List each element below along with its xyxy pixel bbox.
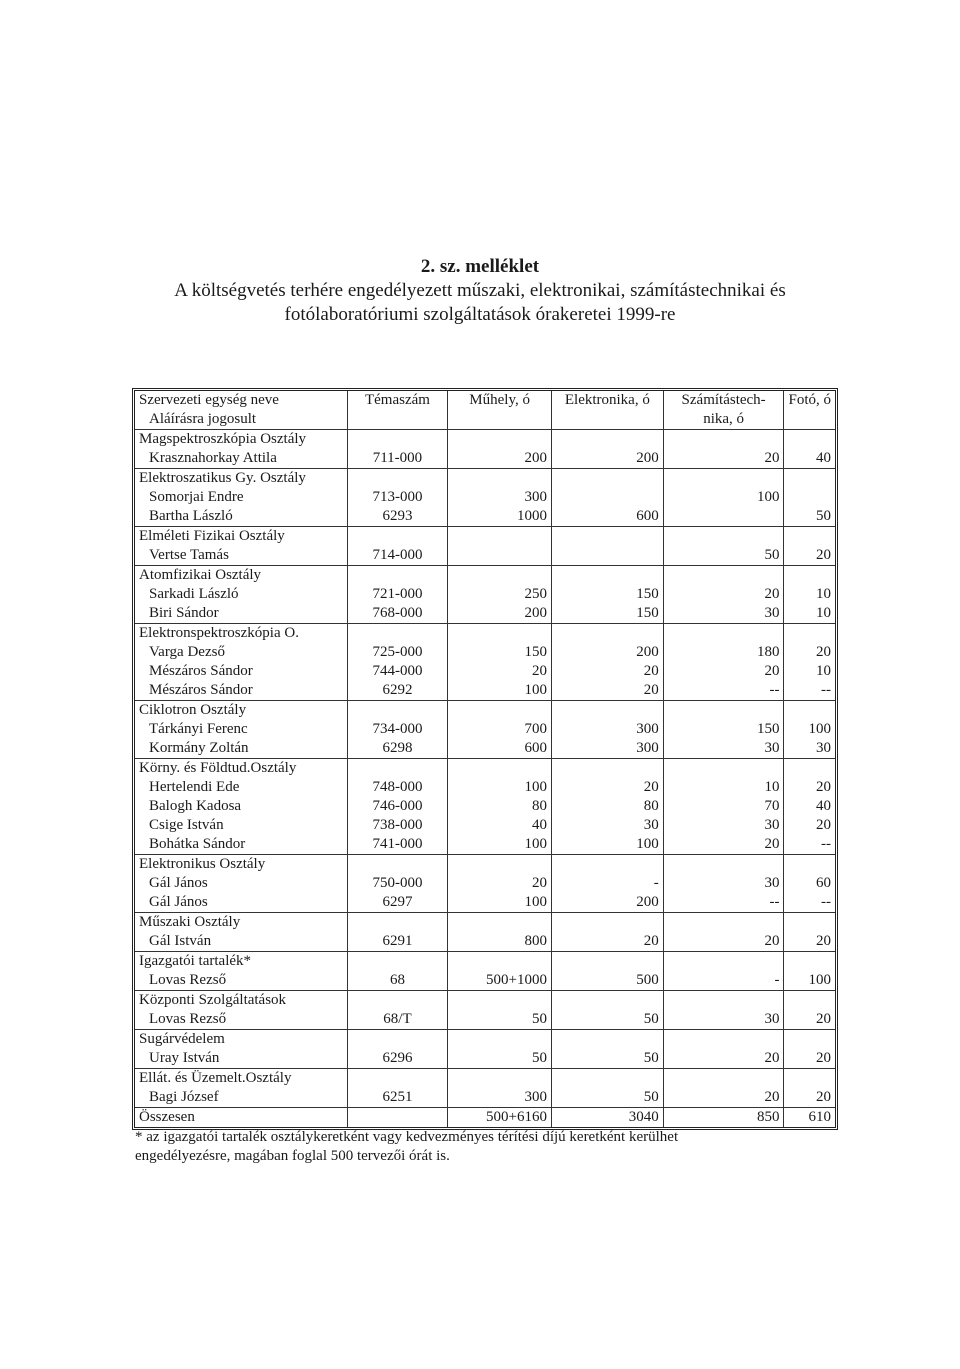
computing-hours-cell (663, 855, 784, 875)
unit-name-cell: Vertse Tamás (135, 546, 347, 566)
electronics-hours-cell: 20 (551, 662, 663, 681)
topic-number-cell: 725-000 (347, 643, 448, 662)
workshop-hours-cell (448, 855, 552, 875)
computing-hours-cell (663, 991, 784, 1011)
electronics-hours-cell (551, 546, 663, 566)
electronics-hours-cell (551, 566, 663, 586)
group-heading-row (135, 991, 835, 1011)
topic-number-cell (347, 566, 448, 586)
topic-number-cell (347, 701, 448, 721)
workshop-hours-cell: 20 (448, 662, 552, 681)
workshop-hours-cell: Műhely, ó (448, 391, 552, 410)
photo-hours-cell (784, 527, 835, 547)
topic-number-cell: 746-000 (347, 797, 448, 816)
topic-number-cell: 721-000 (347, 585, 448, 604)
table-row (135, 585, 835, 604)
electronics-hours-cell: 500 (551, 971, 663, 991)
computing-hours-cell: 30 (663, 816, 784, 835)
photo-hours-cell: 10 (816, 586, 831, 602)
computing-hours-cell (663, 566, 784, 586)
topic-number-cell: 713-000 (347, 488, 448, 507)
topic-number-cell (347, 430, 448, 450)
computing-hours-cell (663, 913, 784, 933)
unit-name-cell: Hertelendi Ede (135, 778, 347, 797)
unit-name-cell: Bagi József (135, 1088, 347, 1108)
computing-hours-cell: 20 (663, 1088, 784, 1108)
workshop-hours-cell: 700 (448, 720, 552, 739)
electronics-hours-cell: 50 (551, 1049, 663, 1069)
photo-hours-cell: Fotó, ó (788, 392, 831, 408)
workshop-hours-cell: 200 (448, 604, 552, 624)
document-subtitle: fotólaboratóriumi szolgáltatások órakeretei 1999-re (284, 304, 676, 325)
photo-hours-cell: 60 (816, 875, 831, 891)
unit-name-cell: Mészáros Sándor (135, 662, 347, 681)
workshop-hours-cell: 600 (448, 739, 552, 759)
electronics-hours-cell (551, 1069, 663, 1089)
electronics-hours-cell: 50 (551, 1088, 663, 1108)
workshop-hours-cell: 100 (448, 778, 552, 797)
computing-hours-cell: 20 (663, 449, 784, 469)
computing-hours-cell (663, 759, 784, 779)
electronics-hours-cell (551, 527, 663, 547)
workshop-hours-cell: 100 (448, 893, 552, 913)
workshop-hours-cell (448, 624, 552, 644)
group-heading-row (135, 566, 835, 586)
topic-number-cell (347, 1069, 448, 1089)
photo-hours-cell: 40 (816, 798, 831, 814)
group-heading-row (135, 1030, 835, 1050)
group-name-cell: Elektroszatikus Gy. Osztály (135, 469, 347, 489)
table-row (135, 546, 835, 566)
photo-hours-cell (784, 430, 835, 450)
unit-name-cell: Lovas Rezső (135, 1010, 347, 1030)
topic-number-cell: 750-000 (347, 874, 448, 893)
photo-hours-cell: 30 (784, 739, 835, 759)
workshop-hours-cell: 300 (448, 488, 552, 507)
topic-number-cell (347, 913, 448, 933)
photo-hours-cell (784, 624, 835, 644)
topic-number-cell: 6297 (347, 893, 448, 913)
unit-name-cell: Varga Dezső (135, 643, 347, 662)
computing-hours-cell (663, 469, 784, 489)
group-name-cell: Központi Szolgáltatások (135, 991, 347, 1011)
computing-hours-cell: 850 (663, 1108, 784, 1128)
group-name-cell: Körny. és Földtud.Osztály (135, 759, 347, 779)
group-name-cell: Elméleti Fizikai Osztály (135, 527, 347, 547)
electronics-hours-cell (551, 410, 663, 430)
unit-name-cell: Szervezeti egység neve (135, 391, 347, 410)
group-heading-row (135, 701, 835, 721)
photo-hours-cell (784, 566, 835, 586)
computing-hours-cell: 50 (663, 546, 784, 566)
topic-number-cell: 6298 (347, 739, 448, 759)
group-heading-row (135, 855, 835, 875)
computing-hours-cell: 20 (663, 662, 784, 681)
table-row (135, 720, 835, 739)
unit-name-cell: Gál István (135, 932, 347, 952)
workshop-hours-cell (448, 410, 552, 430)
photo-hours-cell: -- (784, 835, 835, 855)
table-row (135, 507, 835, 527)
electronics-hours-cell: 100 (551, 835, 663, 855)
workshop-hours-cell: 40 (448, 816, 552, 835)
photo-hours-cell: -- (784, 893, 835, 913)
photo-hours-cell (784, 1030, 835, 1050)
workshop-hours-cell (448, 546, 552, 566)
photo-hours-cell: 20 (784, 1088, 835, 1108)
workshop-hours-cell: 300 (448, 1088, 552, 1108)
topic-number-cell (347, 410, 448, 430)
topic-number-cell (347, 1108, 448, 1128)
workshop-hours-cell: 20 (448, 874, 552, 893)
electronics-hours-cell: 20 (551, 778, 663, 797)
computing-hours-cell: 20 (663, 932, 784, 952)
photo-hours-cell: 10 (816, 663, 831, 679)
topic-number-cell: 68/T (347, 1010, 448, 1030)
electronics-hours-cell: Elektronika, ó (551, 391, 663, 410)
computing-hours-cell: 100 (663, 488, 784, 507)
unit-name-cell: Tárkányi Ferenc (135, 720, 347, 739)
electronics-hours-cell (551, 469, 663, 489)
photo-hours-cell (784, 488, 835, 507)
electronics-hours-cell: 80 (551, 797, 663, 816)
photo-hours-cell (784, 991, 835, 1011)
photo-hours-cell: -- (784, 681, 835, 701)
unit-name-cell: Összesen (135, 1108, 347, 1128)
group-heading-row (135, 469, 835, 489)
computing-hours-cell (663, 430, 784, 450)
electronics-hours-cell (551, 430, 663, 450)
topic-number-cell (347, 952, 448, 972)
group-heading-row (135, 952, 835, 972)
workshop-hours-cell (448, 1030, 552, 1050)
workshop-hours-cell (448, 527, 552, 547)
table-row (135, 739, 835, 759)
photo-hours-cell: 20 (816, 779, 831, 795)
workshop-hours-cell (448, 566, 552, 586)
header-row (135, 410, 835, 430)
photo-hours-cell: 10 (784, 604, 835, 624)
unit-name-cell: Biri Sándor (135, 604, 347, 624)
table-row (135, 835, 835, 855)
electronics-hours-cell: 150 (551, 585, 663, 604)
photo-hours-cell (784, 701, 835, 721)
topic-number-cell: 6296 (347, 1049, 448, 1069)
photo-hours-cell: 50 (784, 507, 835, 527)
group-heading-row (135, 527, 835, 547)
computing-hours-cell (663, 527, 784, 547)
table-row (135, 797, 835, 816)
workshop-hours-cell: 100 (448, 835, 552, 855)
hours-table-frame (132, 388, 838, 1130)
document-title: A költségvetés terhére engedélyezett műszaki, elektronikai, számítástechnikai és (174, 280, 786, 301)
computing-hours-cell (663, 1030, 784, 1050)
topic-number-cell (347, 1030, 448, 1050)
unit-name-cell: Gál János (135, 893, 347, 913)
electronics-hours-cell (551, 759, 663, 779)
workshop-hours-cell: 80 (448, 797, 552, 816)
photo-hours-cell: 20 (784, 1049, 835, 1069)
table-row (135, 662, 835, 681)
photo-hours-cell (784, 759, 835, 779)
computing-hours-cell: 10 (663, 778, 784, 797)
unit-name-cell: Bartha László (135, 507, 347, 527)
total-row (135, 1108, 835, 1128)
footnote-line: * az igazgatói tartalék osztálykeretként vagy kedvezményes térítési díjú keretként kerülhet (135, 1129, 679, 1145)
electronics-hours-cell: 200 (551, 643, 663, 662)
electronics-hours-cell: 20 (551, 681, 663, 701)
computing-hours-cell: Számítástech- (663, 391, 784, 410)
photo-hours-cell: 20 (816, 644, 831, 660)
workshop-hours-cell: 1000 (448, 507, 552, 527)
photo-hours-cell: 100 (784, 971, 835, 991)
photo-hours-cell: 40 (784, 449, 835, 469)
computing-hours-cell: 70 (663, 797, 784, 816)
electronics-hours-cell: 20 (551, 932, 663, 952)
electronics-hours-cell: 300 (551, 720, 663, 739)
electronics-hours-cell: 200 (551, 893, 663, 913)
topic-number-cell (347, 624, 448, 644)
computing-hours-cell (663, 624, 784, 644)
unit-name-cell: Bohátka Sándor (135, 835, 347, 855)
workshop-hours-cell: 500+6160 (448, 1108, 552, 1128)
electronics-hours-cell (551, 624, 663, 644)
table-row (135, 816, 835, 835)
workshop-hours-cell (448, 1069, 552, 1089)
footnote-line: engedélyezésre, magában foglal 500 tervezői órát is. (135, 1148, 450, 1164)
table-row (135, 488, 835, 507)
unit-name-cell: Gál János (135, 874, 347, 893)
workshop-hours-cell (448, 701, 552, 721)
table-row (135, 1010, 835, 1030)
topic-number-cell: 748-000 (347, 778, 448, 797)
electronics-hours-cell (551, 855, 663, 875)
group-name-cell: Magspektroszkópia Osztály (135, 430, 347, 450)
topic-number-cell: 734-000 (347, 720, 448, 739)
topic-number-cell: 741-000 (347, 835, 448, 855)
electronics-hours-cell: 150 (551, 604, 663, 624)
group-name-cell: Ellát. és Üzemelt.Osztály (135, 1069, 347, 1089)
computing-hours-cell: 30 (663, 874, 784, 893)
photo-hours-cell: 610 (784, 1108, 835, 1128)
title-block (0, 255, 960, 327)
photo-hours-cell: 20 (784, 1010, 835, 1030)
unit-name-cell: Sarkadi László (135, 585, 347, 604)
electronics-hours-cell: 50 (551, 1010, 663, 1030)
photo-hours-cell (784, 913, 835, 933)
electronics-hours-cell (551, 952, 663, 972)
unit-name-cell: Csige István (135, 816, 347, 835)
topic-number-cell: 68 (347, 971, 448, 991)
electronics-hours-cell (551, 488, 663, 507)
table-row (135, 778, 835, 797)
workshop-hours-cell (448, 469, 552, 489)
group-heading-row (135, 1069, 835, 1089)
topic-number-cell: 6251 (347, 1088, 448, 1108)
table-row (135, 932, 835, 952)
workshop-hours-cell: 200 (448, 449, 552, 469)
computing-hours-cell (663, 701, 784, 721)
group-name-cell: Műszaki Osztály (135, 913, 347, 933)
group-heading-row (135, 624, 835, 644)
photo-hours-cell (784, 1069, 835, 1089)
topic-number-cell: 711-000 (347, 449, 448, 469)
photo-hours-cell (784, 952, 835, 972)
electronics-hours-cell (551, 1030, 663, 1050)
photo-hours-cell (784, 855, 835, 875)
computing-hours-cell: -- (663, 893, 784, 913)
unit-name-cell: Aláírásra jogosult (135, 410, 347, 430)
photo-hours-cell: 20 (784, 932, 835, 952)
photo-hours-cell (784, 410, 835, 430)
workshop-hours-cell: 100 (448, 681, 552, 701)
workshop-hours-cell (448, 430, 552, 450)
table-row (135, 449, 835, 469)
electronics-hours-cell: - (551, 874, 663, 893)
group-name-cell: Elektronspektroszkópia O. (135, 624, 347, 644)
unit-name-cell: Lovas Rezső (135, 971, 347, 991)
topic-number-cell: 6291 (347, 932, 448, 952)
group-name-cell: Elektronikus Osztály (135, 855, 347, 875)
workshop-hours-cell: 500+1000 (448, 971, 552, 991)
hours-table (135, 391, 835, 1127)
unit-name-cell: Krasznahorkay Attila (135, 449, 347, 469)
computing-hours-cell: 150 (663, 720, 784, 739)
computing-hours-cell: 20 (663, 1049, 784, 1069)
table-row (135, 1049, 835, 1069)
photo-hours-cell: 20 (784, 546, 835, 566)
electronics-hours-cell (551, 991, 663, 1011)
computing-hours-cell: -- (663, 681, 784, 701)
electronics-hours-cell: 300 (551, 739, 663, 759)
group-name-cell: Atomfizikai Osztály (135, 566, 347, 586)
workshop-hours-cell (448, 991, 552, 1011)
unit-name-cell: Balogh Kadosa (135, 797, 347, 816)
group-heading-row (135, 913, 835, 933)
unit-name-cell: Uray István (135, 1049, 347, 1069)
group-name-cell: Sugárvédelem (135, 1030, 347, 1050)
table-row (135, 643, 835, 662)
topic-number-cell: 744-000 (347, 662, 448, 681)
group-name-cell: Igazgatói tartalék* (135, 952, 347, 972)
header-row (135, 391, 835, 410)
photo-hours-cell: 100 (808, 721, 831, 737)
topic-number-cell: Témaszám (347, 391, 448, 410)
topic-number-cell: 6293 (347, 507, 448, 527)
computing-hours-cell: 20 (663, 585, 784, 604)
topic-number-cell (347, 855, 448, 875)
electronics-hours-cell (551, 701, 663, 721)
computing-hours-cell (663, 1069, 784, 1089)
computing-hours-cell (663, 507, 784, 527)
topic-number-cell (347, 469, 448, 489)
unit-name-cell: Kormány Zoltán (135, 739, 347, 759)
computing-hours-cell: 20 (663, 835, 784, 855)
electronics-hours-cell: 600 (551, 507, 663, 527)
electronics-hours-cell: 3040 (551, 1108, 663, 1128)
workshop-hours-cell: 50 (448, 1010, 552, 1030)
workshop-hours-cell: 50 (448, 1049, 552, 1069)
group-heading-row (135, 430, 835, 450)
table-row (135, 893, 835, 913)
computing-hours-cell: - (663, 971, 784, 991)
photo-hours-cell (784, 469, 835, 489)
topic-number-cell: 738-000 (347, 816, 448, 835)
topic-number-cell (347, 527, 448, 547)
computing-hours-cell (663, 952, 784, 972)
table-row (135, 874, 835, 893)
electronics-hours-cell: 200 (551, 449, 663, 469)
topic-number-cell (347, 991, 448, 1011)
topic-number-cell: 6292 (347, 681, 448, 701)
unit-name-cell: Somorjai Endre (135, 488, 347, 507)
group-name-cell: Ciklotron Osztály (135, 701, 347, 721)
workshop-hours-cell: 150 (448, 643, 552, 662)
table-row (135, 681, 835, 701)
computing-hours-cell: 180 (663, 643, 784, 662)
computing-hours-cell: nika, ó (663, 410, 784, 430)
workshop-hours-cell (448, 759, 552, 779)
workshop-hours-cell: 250 (448, 585, 552, 604)
computing-hours-cell: 30 (663, 1010, 784, 1030)
computing-hours-cell: 30 (663, 604, 784, 624)
electronics-hours-cell: 30 (551, 816, 663, 835)
topic-number-cell: 714-000 (347, 546, 448, 566)
topic-number-cell: 768-000 (347, 604, 448, 624)
electronics-hours-cell (551, 913, 663, 933)
group-heading-row (135, 759, 835, 779)
footnote (135, 1128, 835, 1166)
table-row (135, 1088, 835, 1108)
table-row (135, 971, 835, 991)
workshop-hours-cell (448, 952, 552, 972)
appendix-number: 2. sz. melléklet (420, 256, 540, 277)
computing-hours-cell: 30 (663, 739, 784, 759)
photo-hours-cell: 20 (816, 817, 831, 833)
table-row (135, 604, 835, 624)
topic-number-cell (347, 759, 448, 779)
workshop-hours-cell (448, 913, 552, 933)
workshop-hours-cell: 800 (448, 932, 552, 952)
unit-name-cell: Mészáros Sándor (135, 681, 347, 701)
